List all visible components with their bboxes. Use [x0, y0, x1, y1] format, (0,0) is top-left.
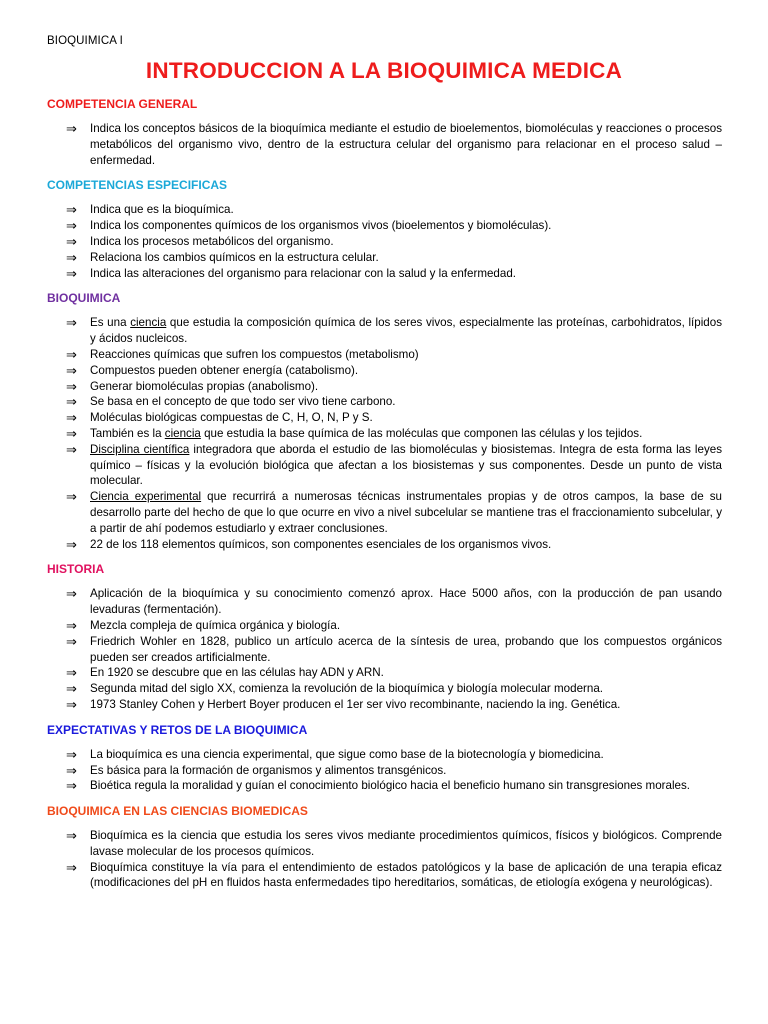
list-item — [47, 218, 722, 234]
list-item — [47, 410, 722, 426]
section-bioquimica — [47, 290, 722, 552]
list-item — [47, 697, 722, 713]
bullet-list — [47, 747, 722, 794]
list-item — [47, 618, 722, 634]
item-text: 1973 Stanley Cohen y Herbert Boyer producen el 1er ser vivo recombinante, naciendo la ing. Genética. — [90, 697, 621, 711]
list-item — [47, 537, 722, 553]
list-item — [47, 266, 722, 282]
double-arrow-bullet-icon: ⇒ — [66, 762, 77, 778]
header-label: BIOQUIMICA I — [47, 35, 123, 47]
list-item — [47, 394, 722, 410]
double-arrow-bullet-icon: ⇒ — [66, 121, 77, 136]
list-item — [47, 363, 722, 379]
list-item — [47, 379, 722, 395]
double-arrow-bullet-icon: ⇒ — [66, 315, 77, 331]
list-item — [47, 747, 722, 763]
section-heading: COMPETENCIA GENERAL — [47, 97, 198, 111]
underlined-term: ciencia — [164, 426, 201, 440]
list-item — [47, 586, 722, 618]
bullet-list — [47, 315, 722, 552]
item-text: 22 de los 118 elementos químicos, son componentes esenciales de los organismos vivos. — [90, 537, 552, 551]
section-heading: BIOQUIMICA EN LAS CIENCIAS BIOMEDICAS — [47, 804, 308, 819]
list-item — [47, 202, 722, 218]
section-competencia-general — [47, 96, 722, 168]
section-heading: EXPECTATIVAS Y RETOS DE LA BIOQUIMICA — [47, 722, 308, 737]
list-item — [47, 763, 722, 779]
list-item — [47, 489, 722, 536]
item-text-prefix: Es una — [90, 316, 131, 330]
item-text-prefix: También es la — [90, 426, 165, 440]
item-text: Se basa en el concepto de que todo ser vivo tiene carbono. — [90, 395, 396, 409]
list-item — [47, 347, 722, 363]
underlined-term: Disciplina científica — [90, 442, 190, 456]
list-item — [47, 315, 722, 347]
double-arrow-bullet-icon: ⇒ — [66, 617, 77, 633]
bullet-list — [47, 828, 722, 891]
list-item — [47, 426, 722, 442]
item-text: Es básica para la formación de organismos y alimentos transgénicos. — [90, 763, 447, 777]
item-text: Indica las alteraciones del organismo para relacionar con la salud y la enfermedad. — [90, 266, 516, 280]
item-text: Bioquímica constituye la vía para el entendimiento de estados patológicos y la base de aplicación de una terapia eficaz (modificaciones del pH en fluidos hasta enfermedades tipo hereditarios, somáticas, de etiología exógena y neurológicas). — [90, 860, 722, 890]
list-item — [47, 828, 722, 860]
item-text: que estudia la composición química de los seres vivos, especialmente las proteínas, carbohidratos, lípidos y ácidos nucleicos. — [90, 316, 722, 346]
list-item — [47, 234, 722, 250]
item-text: Segunda mitad del siglo XX, comienza la revolución de la bioquímica y biología molecular moderna. — [90, 682, 603, 696]
item-text: En 1920 se descubre que en las células hay ADN y ARN. — [90, 666, 384, 680]
bullet-list — [47, 121, 722, 168]
double-arrow-bullet-icon: ⇒ — [66, 346, 77, 362]
item-text: Mezcla compleja de química orgánica y biología. — [90, 618, 341, 632]
list-item — [47, 121, 722, 168]
double-arrow-bullet-icon: ⇒ — [66, 425, 77, 441]
item-text: que recurrirá a numerosas técnicas instrumentales propias y de otros campos, la base de su desarrollo parte del hecho de que lo que ocurre en vivo a nivel subcelular se mantiene tras el fraccionamiento subcelular, y a partir de ahí podemos estudiarlo y extraer conclusiones. — [90, 490, 722, 535]
bullet-list — [47, 586, 722, 712]
double-arrow-bullet-icon: ⇒ — [66, 536, 77, 552]
double-arrow-bullet-icon: ⇒ — [66, 665, 77, 681]
bullet-list — [47, 202, 722, 281]
double-arrow-bullet-icon: ⇒ — [66, 202, 77, 218]
section-historia — [47, 561, 722, 712]
item-text: Generar biomoléculas propias (anabolismo). — [90, 379, 319, 393]
double-arrow-bullet-icon: ⇒ — [66, 828, 77, 844]
list-item — [47, 860, 722, 892]
double-arrow-bullet-icon: ⇒ — [66, 249, 77, 265]
item-text: Indica que es la bioquímica. — [90, 203, 234, 217]
double-arrow-bullet-icon: ⇒ — [66, 681, 77, 697]
item-text: Compuestos pueden obtener energía (catabolismo). — [90, 363, 359, 377]
double-arrow-bullet-icon: ⇒ — [66, 218, 77, 234]
section-heading: HISTORIA — [47, 562, 105, 577]
list-item — [47, 665, 722, 681]
double-arrow-bullet-icon: ⇒ — [66, 746, 77, 762]
list-item — [47, 442, 722, 489]
item-text: Friedrich Wohler en 1828, publico un artículo acerca de la síntesis de urea, probando que los compuestos orgánicos pueden ser creados artificialmente. — [90, 634, 722, 664]
double-arrow-bullet-icon: ⇒ — [66, 489, 77, 505]
double-arrow-bullet-icon: ⇒ — [66, 441, 77, 457]
double-arrow-bullet-icon: ⇒ — [66, 410, 77, 426]
double-arrow-bullet-icon: ⇒ — [66, 394, 77, 410]
double-arrow-bullet-icon: ⇒ — [66, 265, 77, 281]
section-expectativas-y-retos-de-la-bioquimica — [47, 722, 722, 794]
item-text: Bioética regula la moralidad y guían el conocimiento biológico hacia el beneficio humano sin transgresiones morales. — [90, 779, 690, 793]
double-arrow-bullet-icon: ⇒ — [66, 233, 77, 249]
item-text: Indica los componentes químicos de los organismos vivos (bioelementos y biomoléculas). — [90, 219, 552, 233]
item-text: Moléculas biológicas compuestas de C, H, O, N, P y S. — [90, 411, 373, 425]
item-text: Indica los procesos metabólicos del organismo. — [90, 234, 334, 248]
list-item — [47, 634, 722, 666]
underlined-term: Ciencia experimental — [90, 490, 202, 504]
section-heading: BIOQUIMICA — [47, 291, 121, 306]
list-item — [47, 778, 722, 794]
list-item — [47, 681, 722, 697]
item-text: integradora que aborda el estudio de las biomoléculas y biosistemas. Integra de esta forma las leyes químico – físicas y la evolución biológica que afectan a los biosistemas y sus componentes. Desde un punto de vista molecular. — [90, 442, 722, 488]
double-arrow-bullet-icon: ⇒ — [66, 778, 77, 794]
item-text: Relaciona los cambios químicos en la estructura celular. — [90, 250, 379, 264]
document-body — [47, 96, 722, 900]
section-heading: COMPETENCIAS ESPECIFICAS — [47, 178, 228, 193]
list-item — [47, 250, 722, 266]
item-text: que estudia la base química de las moléculas que componen las células y los tejidos. — [200, 426, 643, 440]
item-text: La bioquímica es una ciencia experimental, que sigue como base de la biotecnología y biomedicina. — [90, 747, 604, 761]
double-arrow-bullet-icon: ⇒ — [66, 586, 77, 602]
page-title: INTRODUCCION A LA BIOQUIMICA MEDICA — [145, 58, 623, 83]
double-arrow-bullet-icon: ⇒ — [66, 362, 77, 378]
underlined-term: ciencia — [130, 316, 167, 330]
double-arrow-bullet-icon: ⇒ — [66, 696, 77, 712]
section-bioquimica-en-las-ciencias-biomedicas — [47, 803, 722, 891]
double-arrow-bullet-icon: ⇒ — [66, 378, 77, 394]
double-arrow-bullet-icon: ⇒ — [66, 859, 77, 875]
section-competencias-especificas — [47, 177, 722, 281]
item-text: Bioquímica es la ciencia que estudia los seres vivos mediante procedimientos químicos, físicos y biológicos. Comprende lavase molecular de los procesos químicos. — [90, 829, 722, 858]
double-arrow-bullet-icon: ⇒ — [66, 633, 77, 649]
item-text: Aplicación de la bioquímica y su conocimiento comenzó aprox. Hace 5000 años, con la producción de pan usando levaduras (fermentación). — [90, 587, 722, 617]
item-text: Reacciones químicas que sufren los compuestos (metabolismo) — [90, 347, 419, 361]
item-text: Indica los conceptos básicos de la bioquímica mediante el estudio de bioelementos, biomoléculas y reacciones o procesos metabólicos del organismo vivo, dentro de la estructura celular del organismo para relacionar en el proceso salud – enfermedad. — [90, 122, 722, 167]
